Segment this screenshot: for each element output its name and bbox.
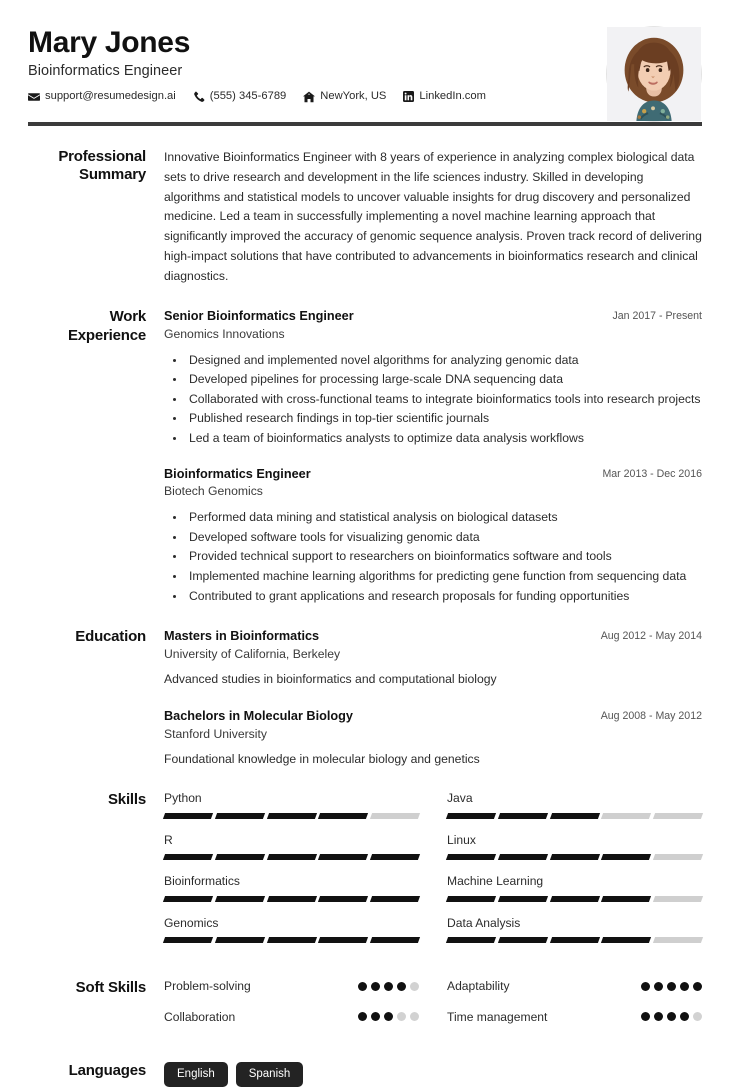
avatar xyxy=(606,26,702,122)
experience-bullet: • Published research findings in top-tier scientific journals xyxy=(186,409,702,427)
contact-phone-text: (555) 345-6789 xyxy=(209,89,287,102)
skill-bar-segment xyxy=(550,937,600,943)
experience-bullet: • Provided technical support to researchers on bioinformatics software and tools xyxy=(186,547,702,565)
soft-skill-dot xyxy=(371,1012,380,1021)
skill-name: R xyxy=(164,832,173,847)
skill-name: Genomics xyxy=(164,915,219,930)
education-organization: Stanford University xyxy=(164,726,267,741)
skill-item xyxy=(164,874,419,916)
skill-item xyxy=(164,791,419,833)
section-skills xyxy=(28,769,702,957)
contact-row xyxy=(28,91,702,103)
envelope-icon xyxy=(28,91,40,103)
soft-skill-dot xyxy=(410,1012,419,1021)
skill-name: Java xyxy=(447,791,473,806)
skill-bar-segment xyxy=(215,813,265,819)
education-entry xyxy=(164,708,702,769)
experience-organization: Genomics Innovations xyxy=(164,326,285,341)
soft-skill-name: Adaptability xyxy=(447,979,510,994)
skill-name: Data Analysis xyxy=(447,915,521,930)
section-label-skills: Skills xyxy=(108,791,146,809)
soft-skill-dot xyxy=(371,982,380,991)
skill-item xyxy=(447,833,702,875)
skill-name: Machine Learning xyxy=(447,874,544,889)
phone-icon xyxy=(193,91,205,103)
skill-bar-segment xyxy=(446,937,496,943)
contact-email[interactable] xyxy=(28,91,176,103)
skill-bar-segment xyxy=(267,937,317,943)
soft-skill-dot xyxy=(667,982,676,991)
linkedin-icon xyxy=(403,91,414,102)
education-title: Masters in Bioinformatics xyxy=(164,629,320,644)
experience-title: Senior Bioinformatics Engineer xyxy=(164,309,354,324)
skill-bar-segment xyxy=(267,896,317,902)
skill-bar xyxy=(447,813,702,819)
soft-skill-dot xyxy=(410,982,419,991)
skill-bar-segment xyxy=(163,813,213,819)
section-work-experience xyxy=(28,286,702,606)
experience-bullets xyxy=(164,508,702,604)
experience-entry xyxy=(164,308,702,447)
skill-bar-segment xyxy=(215,896,265,902)
soft-skill-name: Collaboration xyxy=(164,1009,236,1024)
skill-bar xyxy=(447,937,702,943)
skill-bar-segment xyxy=(653,896,703,902)
skill-item xyxy=(447,916,702,958)
experience-bullet: • Performed data mining and statistical analysis on biological datasets xyxy=(186,508,702,526)
soft-skill-dot xyxy=(680,1012,689,1021)
education-organization: University of California, Berkeley xyxy=(164,646,341,661)
section-soft-skills xyxy=(28,957,702,1040)
education-description: Foundational knowledge in molecular biology and genetics xyxy=(164,752,480,767)
skill-bar-segment xyxy=(446,854,496,860)
skill-bar-segment xyxy=(498,854,548,860)
experience-bullet: • Contributed to grant applications and research proposals for funding opportunities xyxy=(186,587,702,605)
experience-title: Bioinformatics Engineer xyxy=(164,466,311,481)
experience-organization: Biotech Genomics xyxy=(164,484,263,499)
skill-bar-segment xyxy=(163,937,213,943)
skill-bar xyxy=(164,813,419,819)
skill-bar-segment xyxy=(267,854,317,860)
skill-bar-segment xyxy=(550,813,600,819)
contact-linkedin-text: LinkedIn.com xyxy=(419,89,486,102)
soft-skill-dot xyxy=(384,982,393,991)
soft-skill-dot xyxy=(667,1012,676,1021)
soft-skill-dot xyxy=(641,982,650,991)
section-label-languages: Languages xyxy=(68,1062,146,1080)
contact-location-text: NewYork, US xyxy=(320,89,387,102)
skill-bar-segment xyxy=(318,937,368,943)
skill-bar xyxy=(164,937,419,943)
skill-bar-segment xyxy=(163,854,213,860)
experience-bullet: • Led a team of bioinformatics analysts to optimize data analysis workflows xyxy=(186,429,702,447)
skill-bar-segment xyxy=(370,896,420,902)
experience-bullet: • Collaborated with cross-functional teams to integrate bioinformatics tools into research projects xyxy=(186,390,702,408)
skill-item xyxy=(447,791,702,833)
soft-skill-dot xyxy=(693,1012,702,1021)
skill-bar-segment xyxy=(601,896,651,902)
soft-skill-dot xyxy=(693,982,702,991)
soft-skill-dot xyxy=(358,982,367,991)
skill-bar-segment xyxy=(550,896,600,902)
skill-bar-segment xyxy=(215,937,265,943)
education-list xyxy=(164,628,702,769)
skill-bar-segment xyxy=(601,813,651,819)
skill-item xyxy=(164,833,419,875)
soft-skill-dot xyxy=(654,1012,663,1021)
skill-bar-segment xyxy=(601,937,651,943)
experience-bullet: • Developed software tools for visualizing genomic data xyxy=(186,528,702,546)
soft-skill-dots xyxy=(358,982,419,991)
experience-date: Jan 2017 - Present xyxy=(612,310,702,323)
skill-bar-segment xyxy=(653,854,703,860)
skill-item xyxy=(447,874,702,916)
contact-location[interactable] xyxy=(303,91,386,103)
skill-bar-segment xyxy=(318,854,368,860)
language-tag: Spanish xyxy=(236,1062,304,1086)
skill-bar xyxy=(164,896,419,902)
summary-text: Innovative Bioinformatics Engineer with 8 years of experience in analyzing complex biological data sets to drive research and development in the life sciences industry. Skilled in developing algorithms and statistical models to uncover valuable insights for drug discovery and personalized medicine. Led a team in successfully implementing a novel machine learning approach that significantly improved the accuracy of genomic sequence analysis. Proven track record of delivering high-impact solutions that have contributed to advancements in bioinformatics research and clinical diagnostics. xyxy=(164,150,702,283)
section-label-experience: Work Experience xyxy=(67,308,146,344)
soft-skill-dot xyxy=(680,982,689,991)
skill-bar-segment xyxy=(318,813,368,819)
section-professional-summary xyxy=(28,126,702,286)
soft-skill-dots xyxy=(641,982,702,991)
soft-skill-dot xyxy=(397,982,406,991)
language-tag: English xyxy=(164,1062,228,1086)
education-description: Advanced studies in bioinformatics and computational biology xyxy=(164,672,497,687)
contact-email-text: support@resumedesign.ai xyxy=(45,89,176,102)
skill-bar-segment xyxy=(370,937,420,943)
skill-bar-segment xyxy=(370,813,420,819)
section-label-summary: Professional Summary xyxy=(58,148,146,184)
soft-skill-dots xyxy=(358,1012,419,1021)
section-languages xyxy=(28,1040,702,1086)
education-title: Bachelors in Molecular Biology xyxy=(164,709,353,724)
soft-skill-name: Problem-solving xyxy=(164,979,251,994)
skill-bar-segment xyxy=(601,854,651,860)
experience-entry xyxy=(164,466,702,605)
experience-bullet: • Designed and implemented novel algorithms for analyzing genomic data xyxy=(186,351,702,369)
skill-bar-segment xyxy=(318,896,368,902)
skill-bar-segment xyxy=(653,813,703,819)
soft-skill-dot xyxy=(654,982,663,991)
skill-bar xyxy=(447,854,702,860)
skill-bar-segment xyxy=(446,896,496,902)
job-title-subtitle: Bioinformatics Engineer xyxy=(28,62,183,79)
skill-bar-segment xyxy=(370,854,420,860)
skill-bar-segment xyxy=(653,937,703,943)
skill-name: Bioinformatics xyxy=(164,874,240,889)
skill-bar-segment xyxy=(163,896,213,902)
experience-list xyxy=(164,308,702,606)
soft-skill-name: Time management xyxy=(447,1009,548,1024)
skill-bar xyxy=(447,896,702,902)
education-entry xyxy=(164,628,702,689)
experience-date: Mar 2013 - Dec 2016 xyxy=(602,467,702,480)
skill-bar xyxy=(164,854,419,860)
skills-grid xyxy=(164,791,702,957)
skill-bar-segment xyxy=(550,854,600,860)
education-date: Aug 2008 - May 2012 xyxy=(600,710,702,723)
experience-bullets xyxy=(164,351,702,447)
soft-skills-grid xyxy=(164,979,702,1040)
soft-skill-dots xyxy=(641,1012,702,1021)
soft-skill-item xyxy=(164,979,419,1010)
section-education xyxy=(28,606,702,769)
soft-skill-dot xyxy=(641,1012,650,1021)
contact-linkedin[interactable] xyxy=(403,91,486,102)
skill-bar-segment xyxy=(446,813,496,819)
skill-item xyxy=(164,916,419,958)
skill-bar-segment xyxy=(215,854,265,860)
skill-bar-segment xyxy=(498,813,548,819)
skill-bar-segment xyxy=(498,896,548,902)
language-tags xyxy=(164,1062,702,1086)
soft-skill-dot xyxy=(384,1012,393,1021)
soft-skill-item xyxy=(447,979,702,1010)
page-title: Mary Jones xyxy=(28,26,191,59)
home-icon xyxy=(303,91,315,103)
contact-phone[interactable] xyxy=(193,91,287,103)
resume-header xyxy=(28,0,702,106)
experience-bullet: • Implemented machine learning algorithms for predicting gene function from sequencing data xyxy=(186,567,702,585)
section-label-soft-skills: Soft Skills xyxy=(75,979,146,997)
experience-bullet: • Developed pipelines for processing large-scale DNA sequencing data xyxy=(186,370,702,388)
skill-bar-segment xyxy=(498,937,548,943)
avatar-photo xyxy=(607,27,701,121)
soft-skill-dot xyxy=(358,1012,367,1021)
skill-name: Linux xyxy=(447,832,476,847)
skill-name: Python xyxy=(164,791,202,806)
soft-skill-item xyxy=(447,1010,702,1041)
section-label-education: Education xyxy=(75,628,146,646)
soft-skill-dot xyxy=(397,1012,406,1021)
soft-skill-item xyxy=(164,1010,419,1041)
education-date: Aug 2012 - May 2014 xyxy=(600,630,702,643)
skill-bar-segment xyxy=(267,813,317,819)
